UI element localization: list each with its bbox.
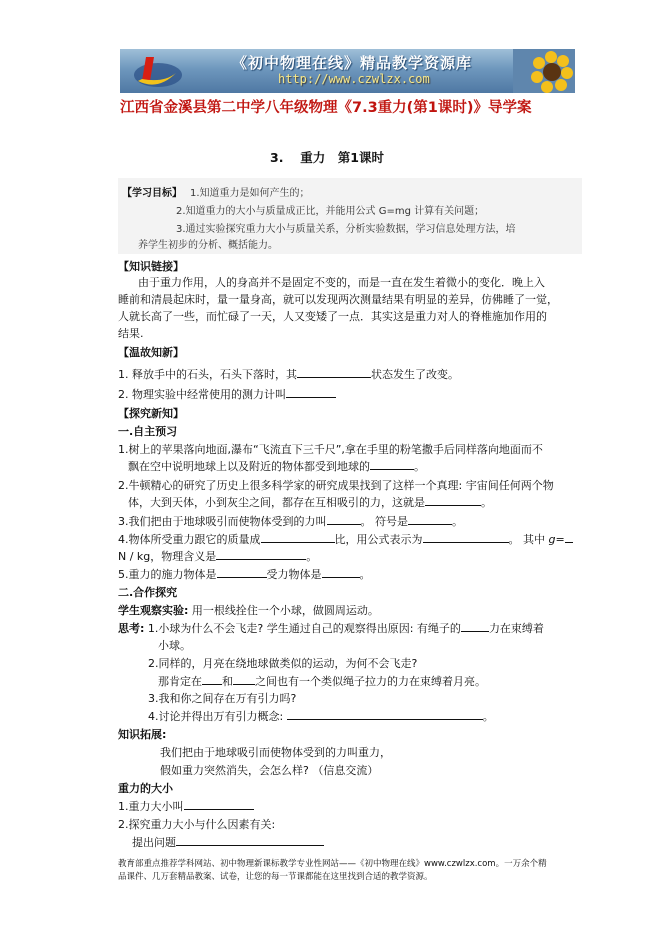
- answer-blank[interactable]: [176, 835, 324, 846]
- answer-blank[interactable]: [408, 514, 452, 525]
- answer-blank[interactable]: [423, 532, 509, 543]
- answer-blank[interactable]: [202, 674, 222, 685]
- answer-blank[interactable]: [216, 549, 306, 560]
- knowledge-link-line: 睡前和清晨起床时，量一量身高，就可以发现两次测量结果有明显的差异，仿佛睡了一觉，: [118, 293, 558, 306]
- knowledge-extension-heading: 知识拓展:: [118, 728, 167, 741]
- answer-blank[interactable]: [261, 532, 335, 543]
- study-item-5: 5.重力的施力物体是 受力物体是 。: [118, 568, 371, 581]
- answer-blank[interactable]: [425, 495, 481, 506]
- knowledge-link-line: 人就长高了一些，而忙碌了一天，人又变矮了一点．其实这是重力对人的脊椎施加作用的: [118, 310, 547, 323]
- study-item-4-cont: N / kg，物理含义是 。: [118, 550, 318, 563]
- extension-line: 假如重力突然消失，会怎么样? （信息交流）: [160, 764, 379, 777]
- review-question-2: 2. 物理实验中经常使用的测力计叫: [118, 386, 336, 402]
- cooperative-heading: 二.合作探究: [118, 586, 178, 599]
- sunflower-icon: [513, 49, 575, 93]
- site-banner: [120, 49, 575, 93]
- answer-blank[interactable]: [184, 799, 254, 810]
- page-footer: 教育部重点推荐学科网站、初中物理新课标教学专业性网站——《初中物理在线》www.czwlzx.com。一万余个精品课件、几万套精品教案、试卷，让您的每一节课都能在这里找到合适的教学资源。: [118, 859, 547, 882]
- answer-blank[interactable]: [297, 367, 371, 378]
- think-item-2-cont: 那肯定在 和 之间也有一个类似绳子拉力的力在束缚着月亮。: [158, 675, 486, 688]
- study-item-1-cont: 飘在空中说明地球上以及附近的物体都受到地球的 。: [128, 460, 425, 473]
- explore-heading: 【探究新知】: [118, 407, 184, 420]
- goal-item: 2.知道重力的大小与质量成正比，并能用公式 G=mg 计算有关问题；: [176, 206, 485, 217]
- answer-blank[interactable]: [370, 459, 414, 470]
- size-item-2: 2.探究重力大小与什么因素有关:: [118, 818, 276, 831]
- size-item-3: 提出问题: [132, 834, 324, 850]
- goal-item: 3.通过实验探究重力大小与质量关系，分析实验数据，学习信息处理方法，培: [176, 224, 516, 235]
- banner-url: http://www.czwlzx.com: [278, 72, 430, 86]
- think-item-1: 思考: 1.小球为什么不会飞走? 学生通过自己的观察得出原因: 有绳子的 力在束缚着: [118, 622, 544, 635]
- review-question-1: 1. 释放手中的石头，石头下落时，其 状态发生了改变。: [118, 368, 459, 381]
- goals-label: 【学习目标】: [122, 188, 182, 199]
- gravity-size-heading: 重力的大小: [118, 782, 173, 795]
- section-heading: 3. 重力 第1课时: [270, 150, 384, 165]
- size-item-1: 1.重力大小叫: [118, 798, 254, 814]
- answer-blank[interactable]: [217, 567, 267, 578]
- study-item-2: 2.牛顿精心的研究了历史上很多科学家的研究成果找到了这样一个真理: 宇宙间任何两个物: [118, 479, 554, 492]
- think-item-2: 2.同样的，月亮在绕地球做类似的运动，为何不会飞走?: [148, 657, 418, 670]
- answer-blank[interactable]: [461, 621, 489, 632]
- review-heading: 【温故知新】: [118, 346, 184, 359]
- answer-blank[interactable]: [322, 567, 360, 578]
- answer-blank[interactable]: [233, 674, 255, 685]
- learning-goals: [118, 178, 582, 254]
- answer-blank[interactable]: [287, 709, 483, 720]
- site-logo-icon: [124, 51, 184, 91]
- goal-item: 1.知道重力是如何产生的；: [190, 188, 310, 199]
- goal-item: 养学生初步的分析、概括能力。: [138, 240, 278, 251]
- study-item-3: 3.我们把由于地球吸引而使物体受到的力叫 。 符号是 。: [118, 515, 463, 528]
- extension-line: 我们把由于地球吸引而使物体受到的力叫重力，: [160, 746, 391, 759]
- study-item-1: 1.树上的苹果落向地面,瀑布“飞流直下三千尺”,拿在手里的粉笔撒手后同样落向地面而不: [118, 443, 543, 456]
- document-title: 江西省金溪县第二中学八年级物理《7.3重力(第1课时)》导学案: [120, 100, 532, 116]
- think-item-4: 4.讨论并得出万有引力概念: 。: [148, 710, 494, 723]
- knowledge-link-heading: 【知识链接】: [118, 260, 184, 273]
- observe-experiment: 学生观察实验: 用一根线拴住一个小球，做圆周运动。: [118, 604, 379, 617]
- banner-title: 《初中物理在线》精品教学资源库: [232, 54, 473, 72]
- study-item-2-cont: 体，大到天体，小到灰尘之间，都存在互相吸引的力，这就是 。: [128, 496, 492, 509]
- think-item-3: 3.我和你之间存在万有引力吗?: [148, 692, 297, 705]
- knowledge-link-line: 由于重力作用，人的身高并不是固定不变的，而是一直在发生着微小的变化．晚上入: [138, 276, 545, 289]
- answer-blank[interactable]: [327, 514, 361, 525]
- study-item-4: 4.物体所受重力跟它的质量成 比，用公式表示为 。 其中 g=: [118, 531, 573, 547]
- knowledge-link-line: 结果.: [118, 327, 144, 340]
- answer-blank[interactable]: [286, 387, 336, 398]
- self-study-heading: 一.自主预习: [118, 425, 178, 438]
- answer-blank[interactable]: [565, 532, 573, 543]
- think-item-1-cont: 小球。: [158, 639, 191, 652]
